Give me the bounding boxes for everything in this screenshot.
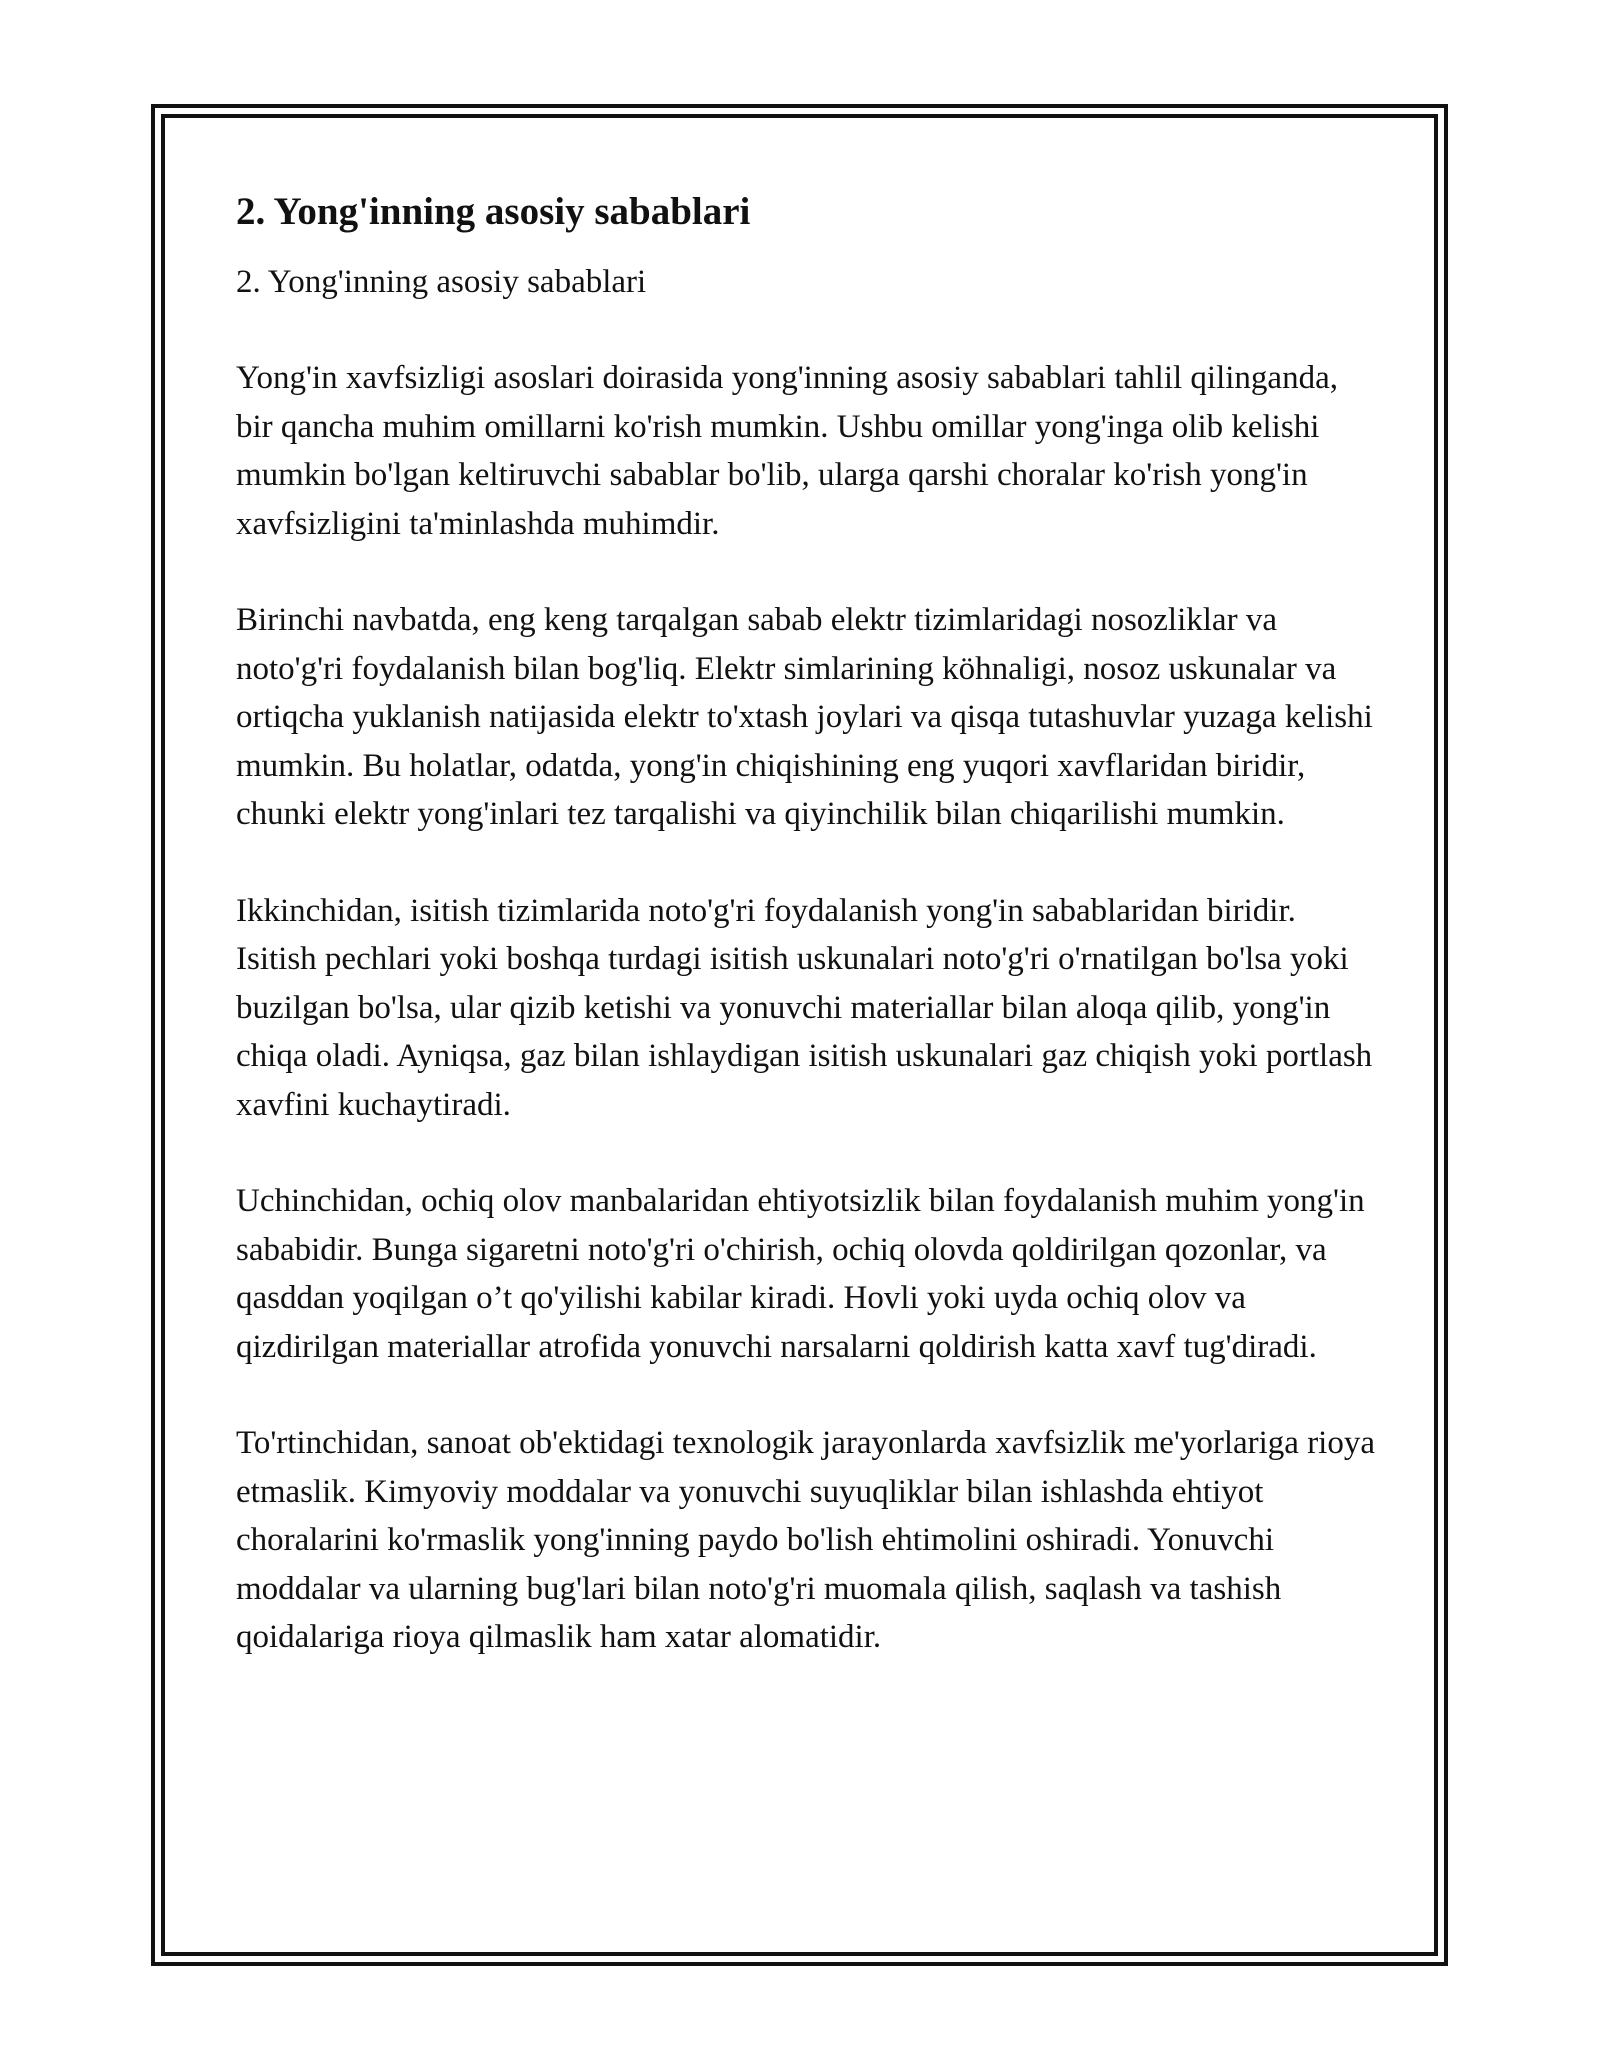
section-heading: 2. Yong'inning asosiy sabablari: [236, 190, 751, 233]
paragraph-heating: Ikkinchidan, isitish tizimlarida noto'g'ri foydalanish yong'in sabablaridan biridir. Isitish pechlari yoki boshqa turdagi isitish uskunalari noto'g'ri o'rnatilgan bo'lsa yoki buzilgan bo'lsa, ular qizib ketishi va yonuvchi materiallar bilan aloqa qilib, yong'in chiqa oladi. Ayniqsa, gaz bilan ishlaydigan isitish uskunalari gaz chiqish yoki portlash xavfini kuchaytiradi.: [236, 892, 1373, 1123]
paragraph-intro: Yong'in xavfsizligi asoslari doirasida yong'inning asosiy sabablari tahlil qilinganda, bir qancha muhim omillarni ko'rish mumkin. Ushbu omillar yong'inga olib kelishi mumkin bo'lgan keltiruvchi sabablar bo'lib, ularga qarshi choralar ko'rish yong'in xavfsizligini ta'minlashda muhimdir.: [236, 360, 1338, 542]
section-subheading: 2. Yong'inning asosiy sabablari: [236, 264, 647, 300]
document-body: [236, 188, 1376, 1710]
paragraph-open-fire: Uchinchidan, ochiq olov manbalaridan ehtiyotsizlik bilan foydalanish muhim yong'in sababidir. Bunga sigaretni noto'g'ri o'chirish, ochiq olovda qoldirilgan qozonlar, va qasddan yoqilgan o’t qo'yilishi kabilar kiradi. Hovli yoki uyda ochiq olov va qizdirilgan materiallar atrofida yonuvchi narsalarni qoldirish katta xavf tug'diradi.: [236, 1183, 1365, 1365]
paragraph-industrial: To'rtinchidan, sanoat ob'ektidagi texnologik jarayonlarda xavfsizlik me'yorlariga rioya etmaslik. Kimyoviy moddalar va yonuvchi suyuqliklar bilan ishlashda ehtiyot choralarini ko'rmaslik yong'inning paydo bo'lish ehtimolini oshiradi. Yonuvchi moddalar va ularning bug'lari bilan noto'g'ri muomala qilish, saqlash va tashish qoidalariga rioya qilmaslik ham xatar alomatidir.: [236, 1425, 1375, 1655]
paragraph-electrical: Birinchi navbatda, eng keng tarqalgan sabab elektr tizimlaridagi nosozliklar va noto'g'ri foydalanish bilan bog'liq. Elektr simlarining köhnaligi, nosoz uskunalar va ortiqcha yuklanish natijasida elektr to'xtash joylari va qisqa tutashuvlar yuzaga kelishi mumkin. Bu holatlar, odatda, yong'in chiqishining eng yuqori xavflaridan biridir, chunki elektr yong'inlari tez tarqalishi va qiyinchilik bilan chiqarilishi mumkin.: [236, 602, 1373, 832]
